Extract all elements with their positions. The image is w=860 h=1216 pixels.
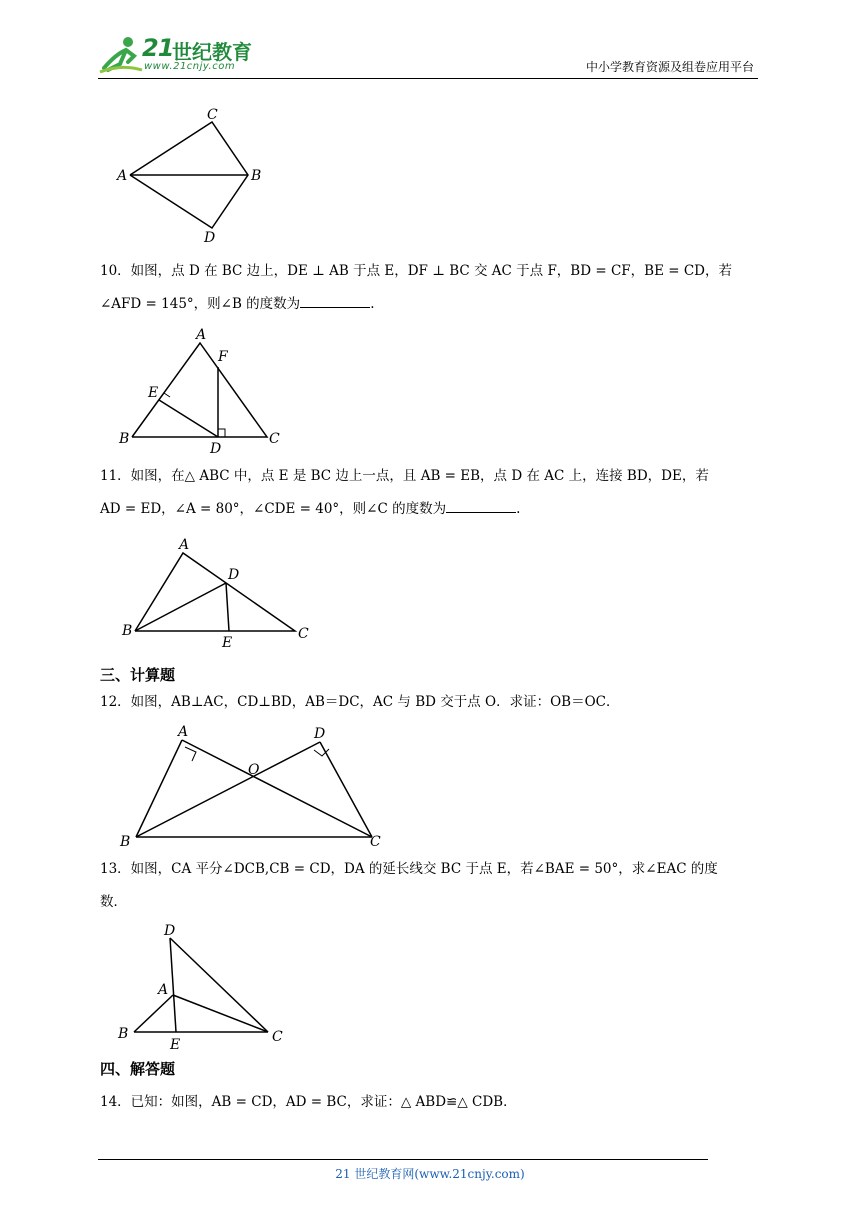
label-d: D: [228, 567, 240, 583]
q13-line2: 数．: [100, 894, 127, 910]
figure-q10: [112, 325, 292, 455]
runner-logo-icon: [98, 34, 144, 74]
q10-line2: [100, 288, 764, 321]
q11-line1: 11．如图，在△ ABC 中，点 E 是 BC 边上一点，且 AB = EB，点 D 在 AC 上，连接 BD，DE，若: [100, 468, 709, 484]
figure-q9: [112, 100, 282, 250]
label-c: C: [298, 626, 309, 642]
label-a: A: [158, 982, 169, 998]
section-title-solve: 四、解答题: [100, 1060, 176, 1078]
logo-title: 世纪教育: [172, 40, 252, 64]
question-13: [100, 853, 764, 919]
label-d: D: [204, 230, 216, 246]
q11-line2: [100, 493, 764, 526]
answer-blank[interactable]: [300, 293, 370, 308]
q10-end: .: [370, 296, 375, 312]
q11-line2-text: AD = ED，∠A = 80°，∠CDE = 40°，则∠C 的度数为: [100, 501, 447, 517]
figure-q12: [112, 720, 392, 850]
label-b: B: [119, 431, 130, 447]
label-a: A: [178, 724, 189, 740]
page-header: [98, 30, 758, 79]
label-a: A: [179, 537, 190, 553]
label-b: B: [251, 168, 262, 184]
label-b: B: [120, 834, 131, 850]
header-platform-text: 中小学教育资源及组卷应用平台: [585, 60, 754, 74]
q14-text: 14．已知：如图，AB = CD，AD = BC，求证：△ ABD≌△ CDB．: [100, 1094, 517, 1110]
label-c: C: [272, 1029, 283, 1045]
footer-divider: [98, 1159, 708, 1160]
section-title-calc: 三、计算题: [100, 666, 176, 684]
figure-q11: [115, 535, 325, 653]
logo-number: 21: [142, 34, 174, 62]
question-12: [100, 686, 764, 719]
q11-end: .: [516, 501, 521, 517]
label-c: C: [207, 107, 218, 123]
label-b: B: [118, 1026, 129, 1042]
label-a: A: [196, 327, 207, 343]
question-10: [100, 255, 764, 321]
label-e: E: [148, 385, 159, 401]
site-logo: [98, 34, 258, 74]
figure-q13: [112, 918, 312, 1053]
label-a: A: [117, 168, 128, 184]
page-footer[interactable]: 21 世纪教育网(www.21cnjy.com): [335, 1167, 525, 1181]
label-f: F: [218, 349, 228, 365]
answer-blank[interactable]: [446, 498, 516, 513]
q10-line1: 10．如图，点 D 在 BC 边上，DE ⊥ AB 于点 E，DF ⊥ BC 交 AC 于点 F，BD = CF，BE = CD，若: [100, 263, 732, 279]
label-d: D: [314, 726, 326, 742]
label-e: E: [170, 1037, 181, 1053]
label-c: C: [370, 834, 381, 850]
q10-line2-text: ∠AFD = 145°，则∠B 的度数为: [100, 296, 301, 312]
question-14: [100, 1086, 764, 1119]
logo-url: www.21cnjy.com: [144, 61, 236, 72]
q12-text: 12．如图，AB⊥AC，CD⊥BD，AB＝DC，AC 与 BD 交于点 O．求证：OB＝OC．: [100, 694, 620, 710]
q13-line1: 13．如图，CA 平分∠DCB,CB = CD，DA 的延长线交 BC 于点 E，若∠BAE = 50°，求∠EAC 的度: [100, 861, 718, 877]
label-o: O: [248, 762, 260, 778]
label-e: E: [222, 635, 233, 651]
label-c: C: [269, 431, 280, 447]
label-d: D: [210, 441, 222, 455]
question-11: [100, 460, 764, 526]
label-d: D: [164, 923, 176, 939]
label-b: B: [122, 623, 133, 639]
